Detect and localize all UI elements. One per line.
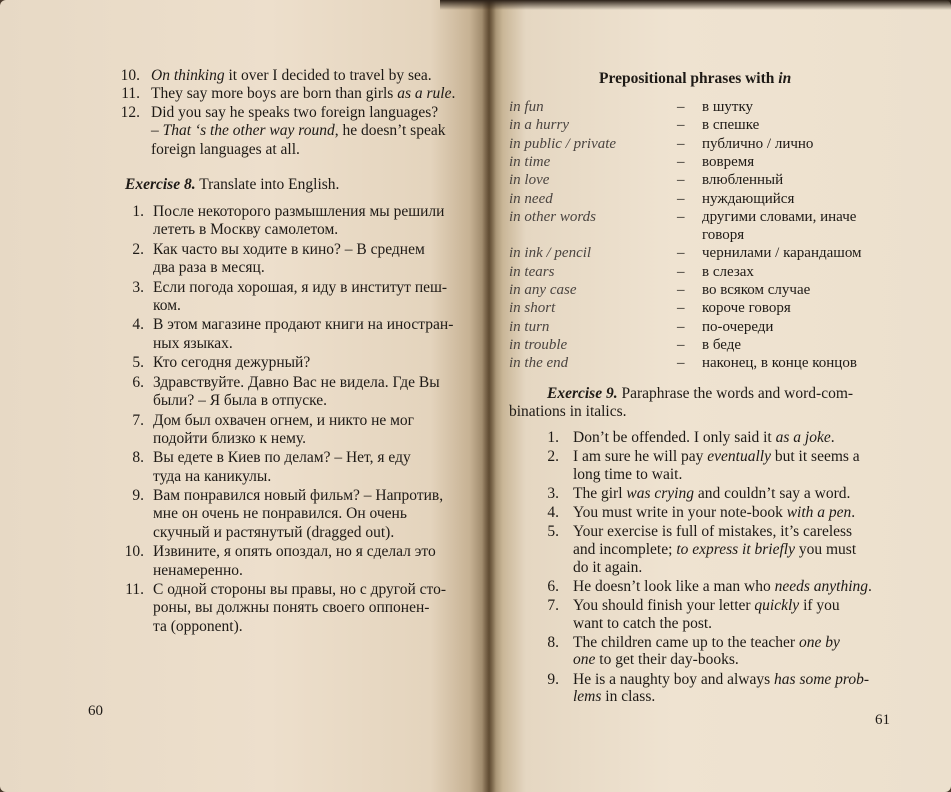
phrase-english: in short	[509, 300, 556, 317]
exercise-9-line-italic: lems	[573, 688, 602, 706]
exercise-9-line-text: You should finish your letter	[573, 597, 755, 614]
exercise-8-item-number: 2.	[132, 240, 144, 258]
exercise-9-line-italic: as a joke	[775, 429, 831, 446]
exercise-9-label: Exercise 9.	[547, 385, 618, 402]
exercise-9-line-text: I am sure he will pay	[573, 448, 708, 466]
exercise-9-item-number: 2.	[547, 448, 559, 466]
exercise-8-line: Извините, я опять опоздал, но я сделал это	[153, 543, 436, 561]
exercise-9-line-text: Don’t be offended. I only said it	[573, 429, 776, 446]
phrase-english: in love	[509, 172, 550, 189]
phrase-dash: –	[677, 318, 685, 335]
exercise-8-line: мне он очень не понравился. Он очень	[153, 505, 407, 523]
exercise-9-line-text: The girl	[573, 485, 627, 502]
phrase-russian: нуждающийся	[702, 190, 795, 207]
item-number: 11.	[121, 85, 140, 103]
phrase-english: in fun	[509, 99, 544, 115]
exercise-9-instruction: Paraphrase the words and word-com-	[617, 385, 854, 402]
exercise-9-line-text: do it again.	[573, 558, 643, 576]
exercise-8-item-number: 5.	[132, 354, 144, 372]
exercise-9-line-text: but it seems a	[771, 448, 860, 466]
exercise-8-line: лететь в Москву самолетом.	[153, 221, 339, 239]
item-line-text: –	[151, 122, 163, 140]
item-line-text: it over I decided to travel by sea.	[224, 67, 432, 84]
phrase-english: in other words	[509, 208, 596, 225]
exercise-9-line-italic: one	[573, 651, 596, 669]
exercise-8-line: ком.	[153, 296, 181, 314]
exercise-8-item-number: 9.	[132, 487, 144, 505]
exercise-9-item-number: 3.	[547, 485, 559, 502]
exercise-8-line: ных языках.	[153, 334, 233, 352]
phrase-russian: в шутку	[702, 99, 754, 115]
exercise-9-line-italic: was crying	[626, 485, 694, 502]
exercise-9-item-number: 4.	[547, 504, 559, 522]
exercise-8-item-number: 3.	[132, 278, 144, 296]
exercise-8-line: роны, вы должны понять своего оппонен-	[153, 599, 430, 617]
item-line-text: , he doesn’t speak	[334, 122, 446, 140]
phrase-dash: –	[677, 263, 685, 280]
heading-in: in	[778, 70, 792, 87]
exercise-9-line	[573, 651, 739, 670]
item-line-italic: as a rule	[397, 85, 452, 103]
heading-text: Prepositional phrases with	[599, 70, 779, 87]
exercise-9-instruction-cont: binations in italics.	[509, 403, 627, 420]
item-line-text: foreign languages at all.	[151, 140, 300, 158]
exercise-8-item-number: 11.	[125, 581, 144, 598]
phrase-dash: –	[677, 190, 685, 207]
phrase-dash: –	[677, 282, 685, 298]
phrase-dash: –	[677, 245, 685, 262]
exercise-8-line: туда на каникулы.	[153, 467, 272, 485]
exercise-8-line: В этом магазине продают книги на иностран-	[153, 316, 454, 334]
phrase-english: in a hurry	[509, 117, 569, 134]
phrase-russian: другими словами, иначе	[702, 208, 857, 225]
right-page	[489, 0, 951, 792]
phrase-english: in turn	[509, 318, 550, 335]
exercise-9-line-text: .	[851, 504, 856, 522]
exercise-9-line-italic: has some prob-	[774, 670, 870, 688]
phrase-russian: в слезах	[702, 263, 754, 280]
exercise-9-line-italic: one by	[798, 633, 840, 651]
exercise-9-line-text: Your exercise is full of mistakes, it’s careless	[573, 523, 853, 541]
exercise-8-line: Вы едете в Киев по делам? – Нет, я еду	[153, 449, 411, 467]
exercise-9-line-text: He is a naughty boy and always	[573, 670, 775, 688]
phrase-english: in need	[509, 190, 553, 207]
exercise-9-line-text: and incomplete;	[573, 541, 677, 558]
exercise-9-line	[573, 504, 855, 523]
item-number: 10.	[120, 67, 140, 84]
exercise-9-line-text: You must write in your note-book	[573, 504, 787, 522]
exercise-9-line	[573, 559, 642, 578]
phrase-dash: –	[677, 355, 685, 372]
phrase-russian: по-очереди	[702, 318, 774, 335]
exercise-9-line-text: in class.	[601, 688, 656, 706]
exercise-9-line-italic: with a pen	[786, 504, 852, 522]
exercise-8-item-number: 4.	[132, 316, 144, 334]
exercise-9-item-number: 7.	[547, 597, 559, 614]
exercise-9-line-text: .	[868, 577, 872, 595]
phrase-english: in tears	[509, 263, 555, 280]
phrase-english: in ink / pencil	[509, 245, 592, 262]
exercise-9-line-text: want to catch the post.	[573, 614, 713, 632]
exercise-9-item-number: 5.	[547, 523, 559, 541]
prepositions-heading	[599, 70, 791, 88]
exercise-9-line-text: The children came up to the teacher	[573, 633, 799, 651]
item-line-text: They say more boys are born than girls	[151, 85, 398, 103]
exercise-9-item-number: 6.	[547, 577, 559, 595]
item-line-text: .	[451, 85, 456, 103]
exercise-9-item-number: 8.	[547, 633, 559, 651]
phrase-english: in the end	[509, 355, 569, 372]
exercise-9-item-number: 1.	[547, 429, 559, 446]
exercise-9-line	[573, 523, 852, 542]
exercise-9-line	[573, 429, 835, 448]
item-line-italic: On thinking	[151, 67, 225, 84]
phrase-russian: публично / лично	[702, 135, 814, 152]
page-number-right: 61	[875, 712, 890, 728]
exercise-8-line: С одной стороны вы правы, но с другой сто-	[153, 581, 447, 598]
phrase-dash: –	[677, 336, 685, 353]
exercise-9-line-text: if you	[799, 597, 840, 614]
exercise-8-title	[125, 176, 339, 195]
phrase-dash: –	[677, 300, 685, 317]
exercise-8-line: Вам понравился новый фильм? – Напротив,	[153, 487, 444, 505]
exercise-8-instruction: Translate into English.	[195, 176, 340, 193]
exercise-8-item-number: 1.	[132, 203, 144, 220]
phrase-russian: говоря	[702, 227, 745, 244]
exercise-9-line-italic: quickly	[754, 597, 800, 614]
phrase-russian: наконец, в конце концов	[702, 355, 857, 372]
item-line-italic: That ‘s the other way round	[162, 122, 335, 140]
page-number-left: 60	[88, 703, 103, 719]
phrase-russian: короче говоря	[702, 300, 791, 317]
exercise-9-line-text: and couldn’t say a word.	[693, 485, 851, 502]
exercise-9-line	[573, 671, 869, 690]
exercise-8-label: Exercise 8.	[125, 176, 196, 193]
exercise-9-line	[573, 466, 682, 485]
phrase-english: in any case	[509, 282, 577, 298]
exercise-9-line-text: you must	[794, 541, 857, 558]
phrase-russian: чернилами / карандашом	[702, 245, 862, 262]
exercise-9-line	[573, 448, 860, 467]
exercise-8-item-number: 6.	[132, 373, 144, 391]
exercise-8-line: Как часто вы ходите в кино? – В среднем	[153, 240, 425, 258]
item-line	[151, 104, 438, 123]
exercise-9-line-italic: needs anything	[774, 577, 869, 595]
exercise-8-line: подойти близко к нему.	[153, 429, 306, 447]
phrase-russian: вовремя	[702, 153, 755, 170]
exercise-9-title	[547, 385, 853, 404]
exercise-9-line-italic: eventually	[707, 448, 771, 466]
phrase-english: in time	[509, 153, 551, 170]
phrase-dash: –	[677, 99, 685, 115]
phrase-russian: в беде	[702, 336, 742, 353]
exercise-9-line	[573, 578, 872, 597]
phrase-dash: –	[677, 172, 685, 189]
exercise-8-line: Кто сегодня дежурный?	[153, 354, 311, 372]
exercise-9-line-text: long time to wait.	[573, 465, 683, 483]
exercise-9-line-text: .	[830, 429, 835, 446]
phrase-english: in public / private	[509, 135, 617, 152]
phrase-russian: во всяком случае	[702, 282, 811, 298]
exercise-8-line: Здравствуйте. Давно Вас не видела. Где Вы	[153, 373, 440, 391]
item-line	[151, 85, 455, 104]
phrase-dash: –	[677, 117, 685, 134]
exercise-8-line: Если погода хорошая, я иду в институт пеш-	[153, 278, 448, 296]
exercise-9-line-text: to get their day-books.	[595, 651, 739, 669]
exercise-8-line: Дом был охвачен огнем, и никто не мог	[153, 411, 415, 429]
item-number: 12.	[120, 103, 140, 121]
phrase-english: in trouble	[509, 336, 568, 353]
exercise-9-line	[573, 597, 840, 616]
phrase-dash: –	[677, 135, 685, 152]
page-top-shadow	[440, 0, 951, 10]
exercise-9-item-number: 9.	[547, 670, 559, 688]
item-line	[151, 141, 300, 160]
exercise-9-line	[573, 485, 850, 504]
exercise-8-item-number: 8.	[132, 449, 144, 467]
exercise-8-line: скучный и растянутый (dragged out).	[153, 523, 395, 541]
phrase-dash: –	[677, 153, 685, 170]
exercise-8-item-number: 10.	[124, 543, 144, 561]
phrase-dash: –	[677, 208, 685, 225]
exercise-9-line	[573, 615, 712, 634]
item-line	[151, 122, 445, 141]
exercise-9-line	[573, 541, 856, 560]
exercise-8-line: были? – Я была в отпуске.	[153, 392, 328, 409]
exercise-9-line-text: He doesn’t look like a man who	[573, 577, 775, 595]
exercise-8-line: та (opponent).	[153, 617, 243, 635]
phrase-russian: в спешке	[702, 117, 760, 134]
exercise-9-line	[573, 634, 840, 653]
exercise-8-item-number: 7.	[132, 411, 144, 429]
item-line-text: Did you say he speaks two foreign languages?	[151, 103, 439, 121]
exercise-8-line: ненамеренно.	[153, 561, 243, 579]
exercise-9-line	[573, 688, 655, 707]
book-gutter	[482, 0, 496, 792]
exercise-9-line-italic: to express it briefly	[676, 541, 795, 558]
exercise-8-line: два раза в месяц.	[153, 259, 265, 277]
phrase-russian: влюбленный	[702, 172, 784, 189]
exercise-8-line: После некоторого размышления мы решили	[153, 203, 445, 220]
item-line	[151, 67, 432, 86]
